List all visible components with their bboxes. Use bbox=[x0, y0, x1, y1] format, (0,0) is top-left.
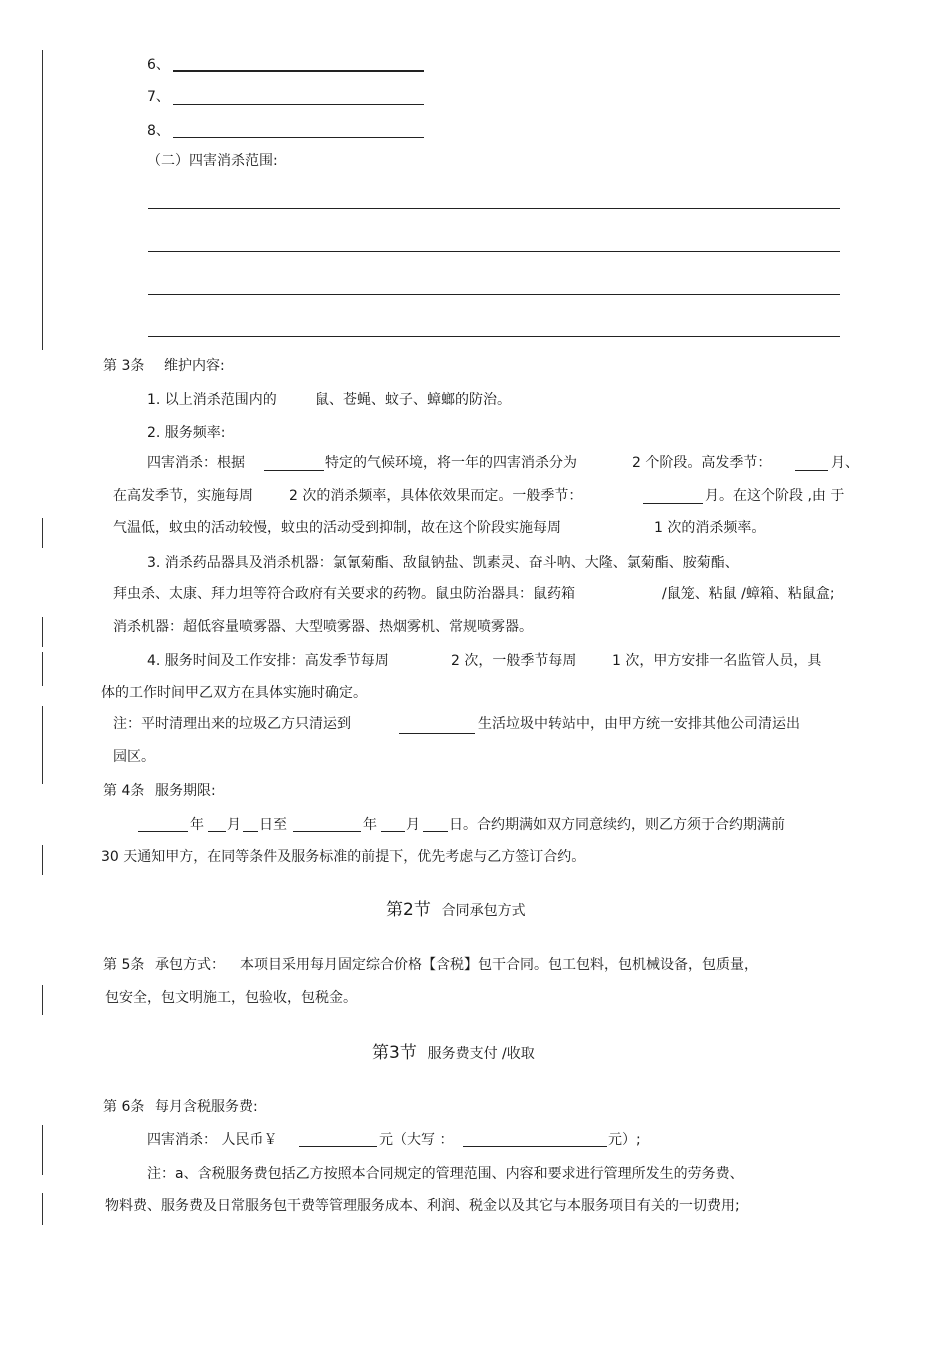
scope-blank-line bbox=[148, 251, 840, 252]
margin-mark bbox=[42, 50, 43, 350]
paragraph-text: 气温低，蚊虫的活动较慢，蚊虫的活动受到抑制，故在这个阶段实施每周 bbox=[113, 520, 561, 536]
article-title: 维护内容: bbox=[164, 358, 225, 374]
blank-line bbox=[138, 831, 188, 832]
item-text: 1. 以上消杀范围内的 bbox=[147, 392, 277, 408]
section-number: 第3节 bbox=[372, 1043, 417, 1063]
blank-line bbox=[399, 733, 475, 734]
item-text: 3. 消杀药品器具及消杀机器：氯氰菊酯、敌鼠钠盐、凯素灵、奋斗呐、大隆、氯菊酯、胺菊酯、 bbox=[147, 555, 739, 571]
item-text: 2 次，一般季节每周 bbox=[451, 653, 577, 669]
paragraph-text: 包安全，包文明施工，包验收，包税金。 bbox=[105, 990, 357, 1006]
blank-line bbox=[643, 503, 703, 504]
fee-text: 四害消杀： 人民币￥ bbox=[147, 1132, 278, 1148]
paragraph-text: 本项目采用每月固定综合价格【含税】包干合同。包工包料，包机械设备，包质量， bbox=[240, 957, 758, 973]
blank-line bbox=[463, 1146, 607, 1147]
paragraph-text: 2 个阶段。高发季节： bbox=[632, 455, 772, 471]
blank-line bbox=[264, 470, 324, 471]
note-text: 注：a、含税服务费包括乙方按照本合同规定的管理范围、内容和要求进行管理所发生的劳务费、 bbox=[147, 1166, 744, 1182]
blank-line bbox=[173, 137, 424, 138]
item-text: 鼠、苍蝇、蚊子、蟑螂的防治。 bbox=[315, 392, 511, 408]
list-item-number: 7、 bbox=[147, 89, 170, 105]
date-text: 日至 bbox=[259, 817, 287, 833]
article-title: 承包方式： bbox=[155, 957, 225, 973]
article-label: 第 5条 bbox=[103, 957, 145, 973]
item-text: 1 次，甲方安排一名监管人员，具 bbox=[612, 653, 822, 669]
scope-blank-line bbox=[148, 294, 840, 295]
section-number: 第2节 bbox=[386, 900, 431, 920]
list-item-number: 6、 bbox=[147, 57, 170, 73]
item-text: 4. 服务时间及工作安排：高发季节每周 bbox=[147, 653, 389, 669]
item-text: /鼠笼、粘鼠 /蟑箱、粘鼠盒; bbox=[662, 586, 835, 602]
note-text: 注：平时清理出来的垃圾乙方只清运到 bbox=[113, 716, 351, 732]
section-title: 合同承包方式 bbox=[441, 903, 526, 919]
blank-line bbox=[795, 470, 828, 471]
section-title: 服务费支付 /收取 bbox=[427, 1046, 535, 1062]
item-text: 拜虫杀、太康、拜力坦等符合政府有关要求的药物。鼠虫防治器具：鼠药箱 bbox=[113, 586, 575, 602]
date-text: 年 bbox=[363, 817, 377, 833]
scope-heading: （二）四害消杀范围: bbox=[147, 153, 278, 169]
date-text: 日。合约期满如双方同意续约，则乙方须于合约期满前 bbox=[449, 817, 785, 833]
margin-mark bbox=[42, 518, 43, 548]
article-label: 第 4条 bbox=[103, 783, 145, 799]
date-text: 年 bbox=[190, 817, 204, 833]
blank-line bbox=[381, 831, 405, 832]
paragraph-text: 月、 bbox=[831, 455, 859, 471]
fee-text: 元（大写 ： bbox=[379, 1132, 454, 1148]
margin-mark bbox=[42, 985, 43, 1015]
note-text: 生活垃圾中转站中，由甲方统一安排其他公司清运出 bbox=[478, 716, 800, 732]
paragraph-text: 1 次的消杀频率。 bbox=[654, 520, 766, 536]
fee-text: 元）; bbox=[608, 1132, 641, 1148]
margin-mark bbox=[42, 652, 43, 686]
margin-mark bbox=[42, 706, 43, 784]
list-item-number: 8、 bbox=[147, 123, 170, 139]
article-title: 服务期限: bbox=[155, 783, 216, 799]
section-heading bbox=[372, 1043, 535, 1064]
blank-line bbox=[173, 70, 424, 72]
paragraph-text: 在高发季节，实施每周 bbox=[113, 488, 253, 504]
blank-line bbox=[208, 831, 226, 832]
margin-mark bbox=[42, 1193, 43, 1225]
blank-line bbox=[173, 104, 424, 105]
item-text: 2. 服务频率: bbox=[147, 425, 226, 441]
paragraph-text: 2 次的消杀频率，具体依效果而定。一般季节： bbox=[289, 488, 583, 504]
article-title: 每月含税服务费: bbox=[155, 1099, 258, 1115]
date-text: 月 bbox=[406, 817, 420, 833]
article-label: 第 3条 bbox=[103, 358, 145, 374]
blank-line bbox=[243, 831, 258, 832]
margin-mark bbox=[42, 617, 43, 647]
item-text: 体的工作时间甲乙双方在具体实施时确定。 bbox=[101, 685, 367, 701]
blank-line bbox=[423, 831, 448, 832]
note-text: 园区。 bbox=[113, 749, 155, 765]
margin-mark bbox=[42, 1125, 43, 1175]
article-label: 第 6条 bbox=[103, 1099, 145, 1115]
paragraph-text: 四害消杀：根据 bbox=[147, 455, 245, 471]
section-heading bbox=[386, 900, 526, 921]
item-text: 消杀机器：超低容量喷雾器、大型喷雾器、热烟雾机、常规喷雾器。 bbox=[113, 619, 533, 635]
blank-line bbox=[299, 1146, 377, 1147]
paragraph-text: 特定的气候环境，将一年的四害消杀分为 bbox=[325, 455, 577, 471]
blank-line bbox=[293, 831, 361, 832]
paragraph-text: 月。在这个阶段 ,由 于 bbox=[705, 488, 845, 504]
note-text: 物料费、服务费及日常服务包干费等管理服务成本、利润、税金以及其它与本服务项目有关的一切费用; bbox=[105, 1198, 740, 1214]
scope-blank-line bbox=[148, 208, 840, 209]
scope-blank-line bbox=[148, 336, 840, 337]
margin-mark bbox=[42, 845, 43, 875]
paragraph-text: 30 天通知甲方，在同等条件及服务标准的前提下，优先考虑与乙方签订合约。 bbox=[101, 849, 586, 865]
date-text: 月 bbox=[227, 817, 241, 833]
